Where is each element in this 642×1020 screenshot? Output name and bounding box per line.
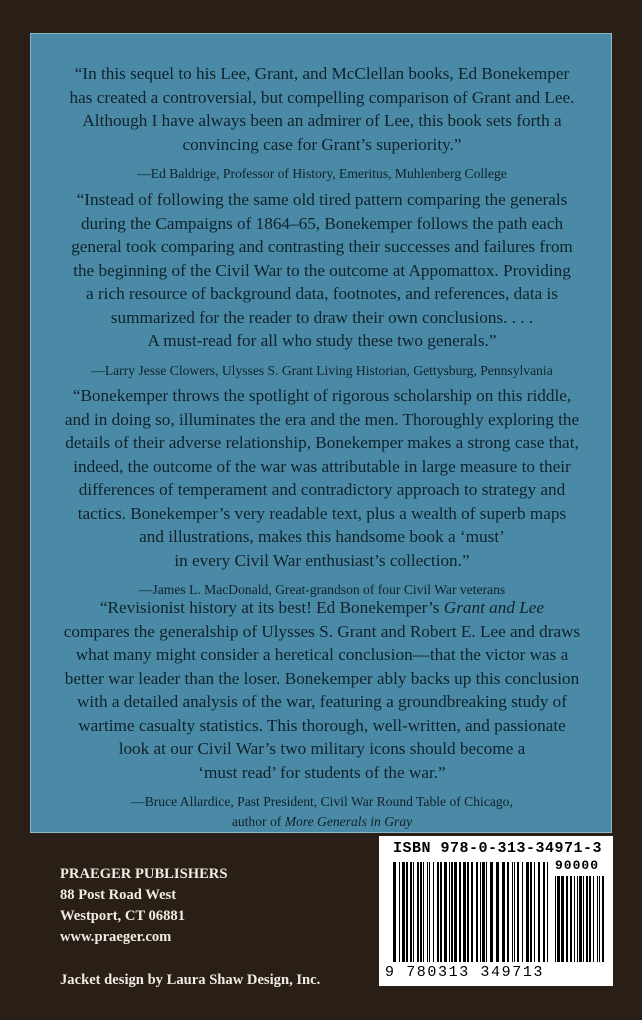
blurb-line: summarized for the reader to draw their own conclusions. . . .: [110, 307, 534, 327]
barcode-bar: [574, 876, 575, 962]
book-title: More Generals in Gray: [284, 814, 413, 829]
barcode-bar: [526, 862, 529, 962]
barcode-bar: [555, 876, 556, 962]
barcode-bar: [566, 876, 568, 962]
barcode-bar: [459, 862, 461, 962]
blurb-line: wartime casualty statistics. This thorough, well-written, and passionate: [78, 715, 566, 735]
blurb-line: general took comparing and contrasting their successes and failures from: [71, 237, 573, 256]
barcode-bar: [547, 862, 548, 962]
blurb-line: what many might consider a heretical conclusion—that the victor was a: [75, 645, 569, 664]
main-barcode: [393, 862, 549, 962]
blurb-line: compares the generalship of Ulysses S. Grant and Robert E. Lee and draws: [63, 621, 581, 641]
barcode-bar: [522, 862, 523, 962]
barcode-bar: [476, 862, 478, 962]
barcode-bar: [410, 862, 412, 962]
publisher-info: [60, 864, 227, 948]
barcode-bar: [557, 876, 560, 962]
barcode-bar: [507, 862, 509, 962]
attribution-line: [31, 812, 613, 832]
blurb-line: “Instead of following the same old tired pattern comparing the generals: [76, 190, 568, 209]
blurb-attribution: —Larry Jesse Clowers, Ulysses S. Grant Living Historian, Gettysburg, Pennsylvania: [91, 362, 553, 378]
blurb-line: has created a controversial, but compelling comparison of Grant and Lee.: [69, 87, 575, 107]
blurb-line: a rich resource of background data, footnotes, and references, data is: [86, 284, 558, 303]
barcode-bar: [427, 862, 428, 962]
blurb-line: during the Campaigns of 1864–65, Bonekemper follows the path each: [80, 213, 564, 233]
blurb-4: [31, 596, 613, 832]
barcode-bar: [417, 862, 419, 962]
barcode-bar: [593, 876, 594, 962]
barcode-bar: [393, 862, 396, 962]
blurb-line: [31, 596, 613, 620]
barcode-bar: [570, 876, 572, 962]
attribution-text: author of: [231, 814, 285, 829]
barcode-bar: [597, 876, 598, 962]
blurb-line: tactics. Bonekemper’s very readable text, plus a wealth of superb maps: [77, 503, 567, 523]
barcode-bar: [561, 876, 564, 962]
blurb-line: in every Civil War enthusiast’s collection.”: [174, 550, 470, 570]
barcode-bar: [514, 862, 515, 962]
barcode-bar: [402, 862, 405, 962]
blurb-3: [31, 384, 613, 600]
jacket-credit: Jacket design by Laura Shaw Design, Inc.: [60, 972, 321, 988]
barcode-bar: [467, 862, 469, 962]
barcode-bar: [449, 862, 450, 962]
blurb-line: better war leader than the loser. Bonekemper ably backs up this conclusion: [64, 668, 580, 688]
isbn-label: ISBN 978-0-313-34971-3: [393, 840, 603, 857]
barcode-bar: [517, 862, 519, 962]
blurb-line: look at our Civil War’s two military icons should become a: [118, 739, 526, 758]
barcode-bar: [420, 862, 422, 962]
publisher-street: 88 Post Road West: [60, 887, 177, 903]
barcode-bar: [599, 876, 600, 962]
blurb-line: Although I have always been an admirer of Lee, this book sets forth a: [82, 111, 562, 130]
quotes-panel: [30, 33, 612, 833]
barcode-bar: [538, 862, 540, 962]
barcode-bar: [451, 862, 453, 962]
publisher-city: Westport, CT 06881: [60, 908, 185, 924]
blurb-line: ‘must read’ for students of the war.”: [198, 762, 446, 782]
book-title: Grant and Lee: [443, 598, 545, 617]
barcode-bar: [437, 862, 439, 962]
barcode-bar: [480, 862, 481, 962]
addon-barcode: [555, 876, 605, 962]
blurb-line: indeed, the outcome of the war was attributable in large measure to their: [73, 456, 571, 476]
barcode-bar: [482, 862, 485, 962]
blurb-line: the beginning of the Civil War to the outcome at Appomattox. Providing: [73, 260, 571, 280]
barcode-bar: [530, 862, 532, 962]
barcode-bar: [423, 862, 424, 962]
addon-number: 90000: [555, 858, 600, 873]
barcode-bar: [496, 862, 499, 962]
barcode-bar: [602, 876, 604, 962]
blurb-attribution: [31, 792, 613, 832]
isbn-barcode: [379, 836, 613, 986]
barcode-bar: [490, 862, 493, 962]
barcode-bar: [577, 876, 578, 962]
blurb-line: details of their adverse relationship, Bonekemper makes a strong case that,: [65, 433, 579, 452]
barcode-bar: [399, 862, 400, 962]
blurb-attribution: —James L. MacDonald, Great-grandson of four Civil War veterans: [138, 582, 506, 597]
blurb-line: and in doing so, illuminates the era and the men. Thoroughly exploring the: [64, 409, 580, 429]
publisher-url: www.praeger.com: [60, 929, 172, 945]
blurb-2: [31, 188, 613, 381]
blurb-line: convincing case for Grant’s superiority.”: [182, 134, 462, 154]
barcode-bar: [454, 862, 457, 962]
blurb-1: [31, 62, 613, 184]
blurb-line: “In this sequel to his Lee, Grant, and McClellan books, Ed Bonekemper: [74, 64, 570, 83]
barcode-bar: [429, 862, 430, 962]
barcode-bar: [463, 862, 466, 962]
blurb-line: differences of temperament and contradictory approach to strategy and: [78, 480, 566, 499]
barcode-bar: [444, 862, 447, 962]
blurb-line: and illustrations, makes this handsome book a ‘must’: [139, 527, 505, 546]
barcode-bar: [586, 876, 588, 962]
attribution-line: —Bruce Allardice, Past President, Civil War Round Table of Chicago,: [131, 794, 513, 809]
barcode-bar: [433, 862, 434, 962]
blurb-attribution: —Ed Baldrige, Professor of History, Emeritus, Muhlenberg College: [137, 166, 507, 181]
barcode-digits: 9 780313 349713: [385, 964, 545, 981]
blurb-line-text: “Revisionist history at its best! Ed Bonekemper’s: [99, 598, 444, 617]
blurb-line: with a detailed analysis of the war, featuring a groundbreaking study of: [77, 692, 567, 711]
barcode-bar: [413, 862, 414, 962]
barcode-bar: [471, 862, 473, 962]
barcode-bar: [534, 862, 535, 962]
barcode-bar: [486, 862, 487, 962]
barcode-bar: [543, 862, 545, 962]
publisher-name: PRAEGER PUBLISHERS: [60, 866, 228, 882]
barcode-bar: [579, 876, 582, 962]
barcode-bar: [583, 876, 584, 962]
barcode-bar: [440, 862, 442, 962]
barcode-bar: [512, 862, 513, 962]
barcode-bar: [589, 876, 591, 962]
barcode-bar: [502, 862, 505, 962]
blurb-line: “Bonekemper throws the spotlight of rigorous scholarship on this riddle,: [72, 386, 572, 405]
blurb-line: A must-read for all who study these two generals.”: [147, 331, 497, 350]
barcode-bar: [406, 862, 408, 962]
